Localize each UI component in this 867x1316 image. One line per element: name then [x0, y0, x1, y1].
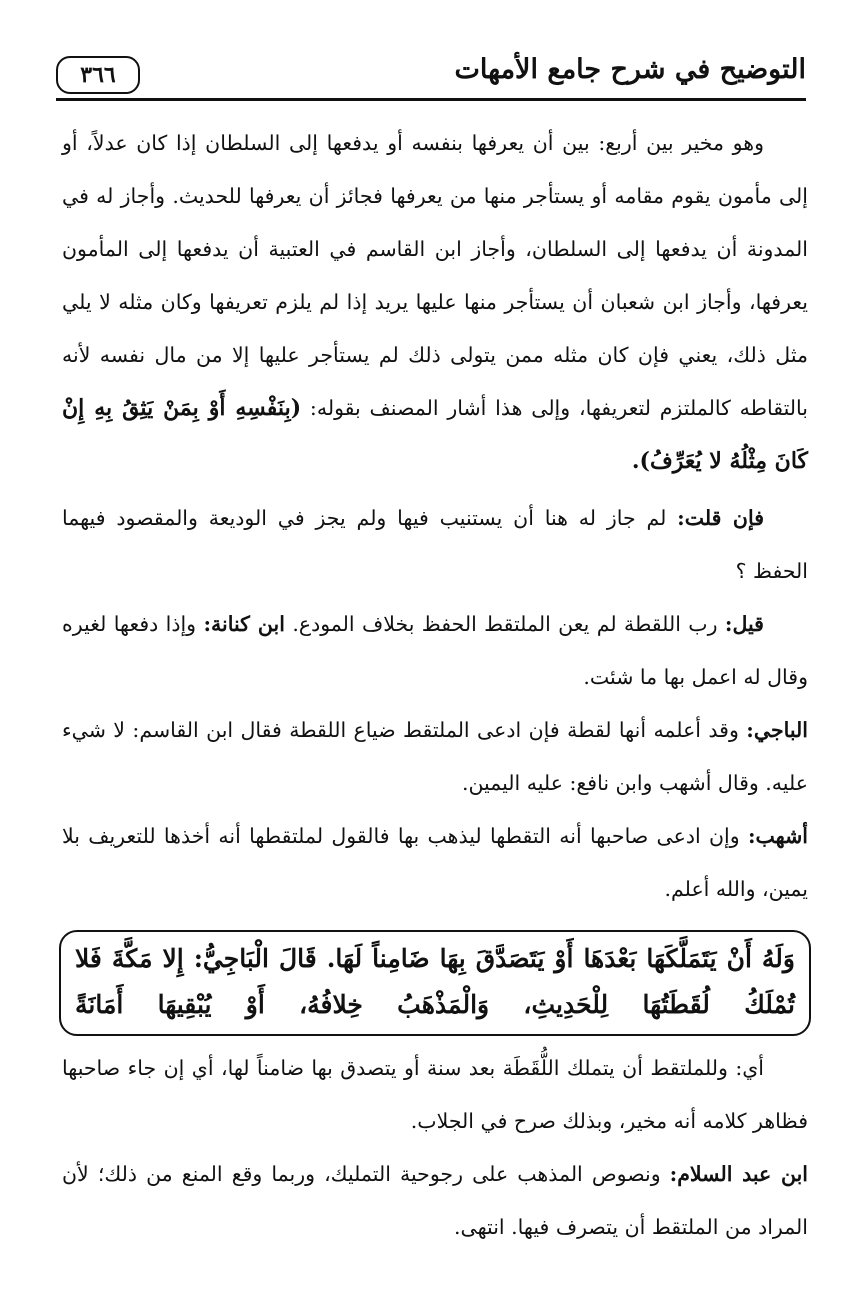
paragraph-text: ونصوص المذهب على رجوحية التمليك، وربما وقع المنع من ذلك؛ لأن المراد من الملتقط أن يتصرف فيها. انتهى.: [62, 1162, 808, 1239]
header-rule: [56, 98, 806, 101]
paragraph-commentary-1: [62, 117, 808, 488]
paragraph-text: أي: وللملتقط أن يتملك اللُّقَطَة بعد سنة أو يتصدق بها ضامناً لها، أي إن جاء صاحبها فظاهر كلامه أنه مخير، وبذلك صرح في الجلاب.: [62, 1056, 808, 1133]
paragraph-lead: ابن كنانة:: [203, 612, 285, 636]
main-text: وَلَهُ أَنْ يَتَمَلَّكَهَا بَعْدَهَا أَوْ يَتَصَدَّقَ بِهَا ضَامِناً لَهَا. قَالَ الْبَاجِيُّ: إِلا مَكَّةَ فَلا تُمْلَكُ لُقَطَتُهَا لِلْحَدِيثِ، وَالْمَذْهَبُ خِلافُهُ، أَوْ يُبْقِيهَا أَمَانَةً: [75, 944, 795, 1019]
page-header: [56, 52, 806, 102]
paragraph-text: وقد أعلمه أنها لقطة فإن ادعى الملتقط ضياع اللقطة فقال ابن القاسم: لا شيء عليه. وقال أشهب وابن نافع: عليه اليمين.: [62, 718, 808, 795]
page-number: ٣٦٦: [56, 56, 140, 94]
paragraph-ashhab: [62, 810, 808, 916]
paragraph-albaji: [62, 704, 808, 810]
paragraph-lead: فإن قلت:: [677, 506, 764, 530]
paragraph-lead: أشهب:: [747, 824, 808, 848]
paragraph-ibn-abd-alsalam: [62, 1148, 808, 1254]
paragraph-lead: قيل:: [724, 612, 764, 636]
paragraph-lead: الباجي:: [746, 718, 808, 742]
main-text-box: [59, 930, 811, 1036]
running-title: التوضيح في شرح جامع الأمهات: [454, 54, 806, 85]
paragraph-text: وإن ادعى صاحبها أنه التقطها ليذهب بها فالقول لملتقطها أنه أخذها للتعريف بلا يمين، والله أعلم.: [62, 824, 808, 901]
paragraph-text: وهو مخير بين أربع: بين أن يعرفها بنفسه أو يدفعها إلى السلطان إذا كان عدلاً، أو إلى مأمون يقوم مقامه أو يستأجر منها من يعرفها فجائز أن يعرفها للحديث. وأجاز له في المدونة أن يدفعها إلى السلطان، وأجاز ابن القاسم في العتبية أن يدفعها إلى المأمون يعرفها، وأجاز ابن شعبان أن يستأجر منها عليها يريد إذا لم يلزم تعريفها وكان مثله لا يلي مثل ذلك، يعني فإن كان مثله ممن يتولى ذلك لم يستأجر عليها إلا من مال نفسه لأنه بالتقاطه كالملتزم لتعريفها، وإلى هذا أشار المصنف بقوله:: [62, 131, 808, 420]
paragraph-lead: ابن عبد السلام:: [669, 1162, 808, 1186]
paragraph-text: رب اللقطة لم يعن الملتقط الحفظ بخلاف المودع.: [292, 612, 718, 636]
paragraph-text: لم جاز له هنا أن يستنيب فيها ولم يجز في الوديعة والمقصود فيهما الحفظ ؟: [62, 506, 808, 583]
paragraph-question: [62, 492, 808, 598]
paragraph-answer: [62, 598, 808, 704]
page-body: [62, 117, 808, 1254]
paragraph-commentary-2: [62, 1042, 808, 1148]
quoted-text: (بِنَفْسِهِ أَوْ بِمَنْ يَثِقُ بِهِ إِنْ كَانَ مِثْلُهُ لا يُعَرِّفُ).: [62, 395, 808, 474]
paragraph-text: وإذا دفعها لغيره وقال له اعمل بها ما شئت.: [62, 612, 808, 689]
